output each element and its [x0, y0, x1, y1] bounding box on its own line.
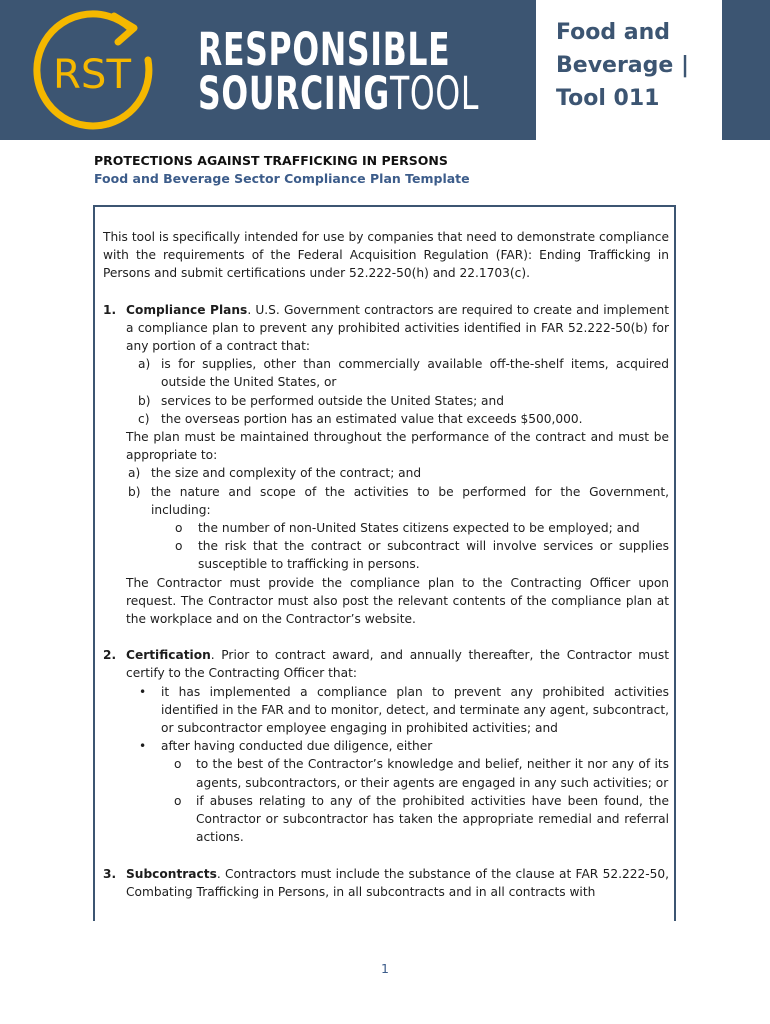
sub-list-item: [126, 792, 669, 847]
document-title: PROTECTIONS AGAINST TRAFFICKING IN PERSONS: [94, 153, 448, 168]
content-body: [103, 228, 669, 901]
list-item: [126, 483, 669, 519]
bullet-item: [126, 737, 669, 755]
section-heading: Subcontracts: [126, 866, 217, 881]
list-item: [126, 355, 669, 391]
list-marker: o: [174, 793, 182, 808]
section-text: . Prior to contract award, and annually thereafter, the Contractor must certify to the Contracting Officer that:: [126, 648, 669, 681]
section-text: . Contractors must include the substance of the clause at FAR 52.222-50, Combating Trafficking in Persons, in all subcontracts and in all contracts with: [126, 866, 669, 899]
document-subtitle: Food and Beverage Sector Compliance Plan Template: [94, 171, 470, 186]
list-item-text: the number of non-United States citizens expected to be employed; and: [198, 521, 640, 536]
rst-logo-icon: [22, 6, 162, 136]
list-item: [126, 392, 669, 410]
plan-text: The plan must be maintained throughout the performance of the contract and must be appropriate to:: [126, 430, 669, 463]
brand-wordmark: [198, 23, 600, 120]
header-banner: [0, 0, 536, 140]
list-item-text: services to be performed outside the United States; and: [161, 393, 504, 408]
intro-paragraph: This tool is specifically intended for use by companies that need to demonstrate compliance with the requirements of the Federal Acquisition Regulation (FAR): Ending Trafficking in Persons and submit certifications under 52.222-50(h) and 22.1703(c).: [103, 230, 669, 281]
tool-title-line-1: Food and: [556, 20, 671, 45]
section-intro: [126, 646, 669, 682]
list-marker: o: [174, 757, 182, 772]
bullet-marker: •: [139, 739, 147, 754]
section-subcontracts: [103, 865, 669, 901]
section-number: 1.: [103, 302, 117, 317]
list-item-text: if abuses relating to any of the prohibited activities have been found, the Contractor or subcontractor has taken the appropriate remedial and referral actions.: [196, 793, 669, 845]
list-marker: b): [138, 393, 151, 408]
list-marker: a): [128, 466, 141, 481]
page-number: 1: [381, 961, 389, 976]
tool-title-line-3: Tool 011: [556, 86, 660, 111]
list-marker: b): [128, 484, 141, 499]
list-marker: c): [138, 411, 150, 426]
brand-tool: TOOL: [389, 67, 480, 120]
tool-title: [556, 16, 706, 115]
brand-line-1: RESPONSIBLE: [198, 23, 451, 76]
closing-text: The Contractor must provide the compliance plan to the Contracting Officer upon request. The Contractor must also post the relevant contents of the compliance plan at the workplace and on the Contractor’s website.: [126, 575, 669, 627]
bullet-text: after having conducted due diligence, either: [161, 739, 433, 754]
list-item-text: the nature and scope of the activities to be performed for the Government, including:: [151, 484, 669, 517]
header-right-bar: [722, 0, 770, 140]
list-item-text: to the best of the Contractor’s knowledge and belief, neither it nor any of its agents, subcontractors, or their agents are engaged in any such activities; or: [196, 757, 669, 790]
list-item-text: the risk that the contract or subcontract will involve services or supplies susceptible to trafficking in persons.: [198, 539, 669, 572]
section-heading: Certification: [126, 648, 211, 663]
list-item: [126, 464, 669, 482]
section-intro: [126, 301, 669, 356]
list-item-text: is for supplies, other than commercially available off-the-shelf items, acquired outside the United States, or: [161, 357, 669, 390]
list-marker: a): [138, 357, 151, 372]
brand-line-2: [198, 67, 480, 120]
section-number: 2.: [103, 648, 117, 663]
bullet-item: [126, 683, 669, 738]
list-item: [126, 410, 669, 428]
section-number: 3.: [103, 866, 117, 881]
section-intro: [126, 865, 669, 901]
list-marker: o: [175, 539, 183, 554]
section-compliance-plans: [103, 301, 669, 629]
list-item-text: the size and complexity of the contract; and: [151, 466, 422, 481]
section-text: . U.S. Government contractors are required to create and implement a compliance plan to prevent any prohibited activities identified in FAR 52.222-50(b) for any portion of a contract that:: [126, 302, 670, 354]
bullet-marker: •: [139, 684, 147, 699]
section-heading: Compliance Plans: [126, 302, 248, 317]
list-item-text: the overseas portion has an estimated value that exceeds $500,000.: [161, 411, 583, 426]
bullet-text: it has implemented a compliance plan to prevent any prohibited activities identified in the FAR and to monitor, detect, and terminate any agent, subcontract, or subcontractor employee engaging in prohibited activities; and: [161, 684, 669, 736]
sub-list-item: [126, 537, 669, 573]
brand-sourcing: SOURCING: [198, 67, 390, 120]
sub-list-item: [126, 519, 669, 537]
logo-text: RST: [53, 52, 132, 98]
section-certification: [103, 646, 669, 846]
tool-title-line-2: Beverage |: [556, 53, 690, 78]
list-marker: o: [175, 521, 183, 536]
sub-list-item: [126, 755, 669, 791]
content-box: [93, 205, 676, 921]
